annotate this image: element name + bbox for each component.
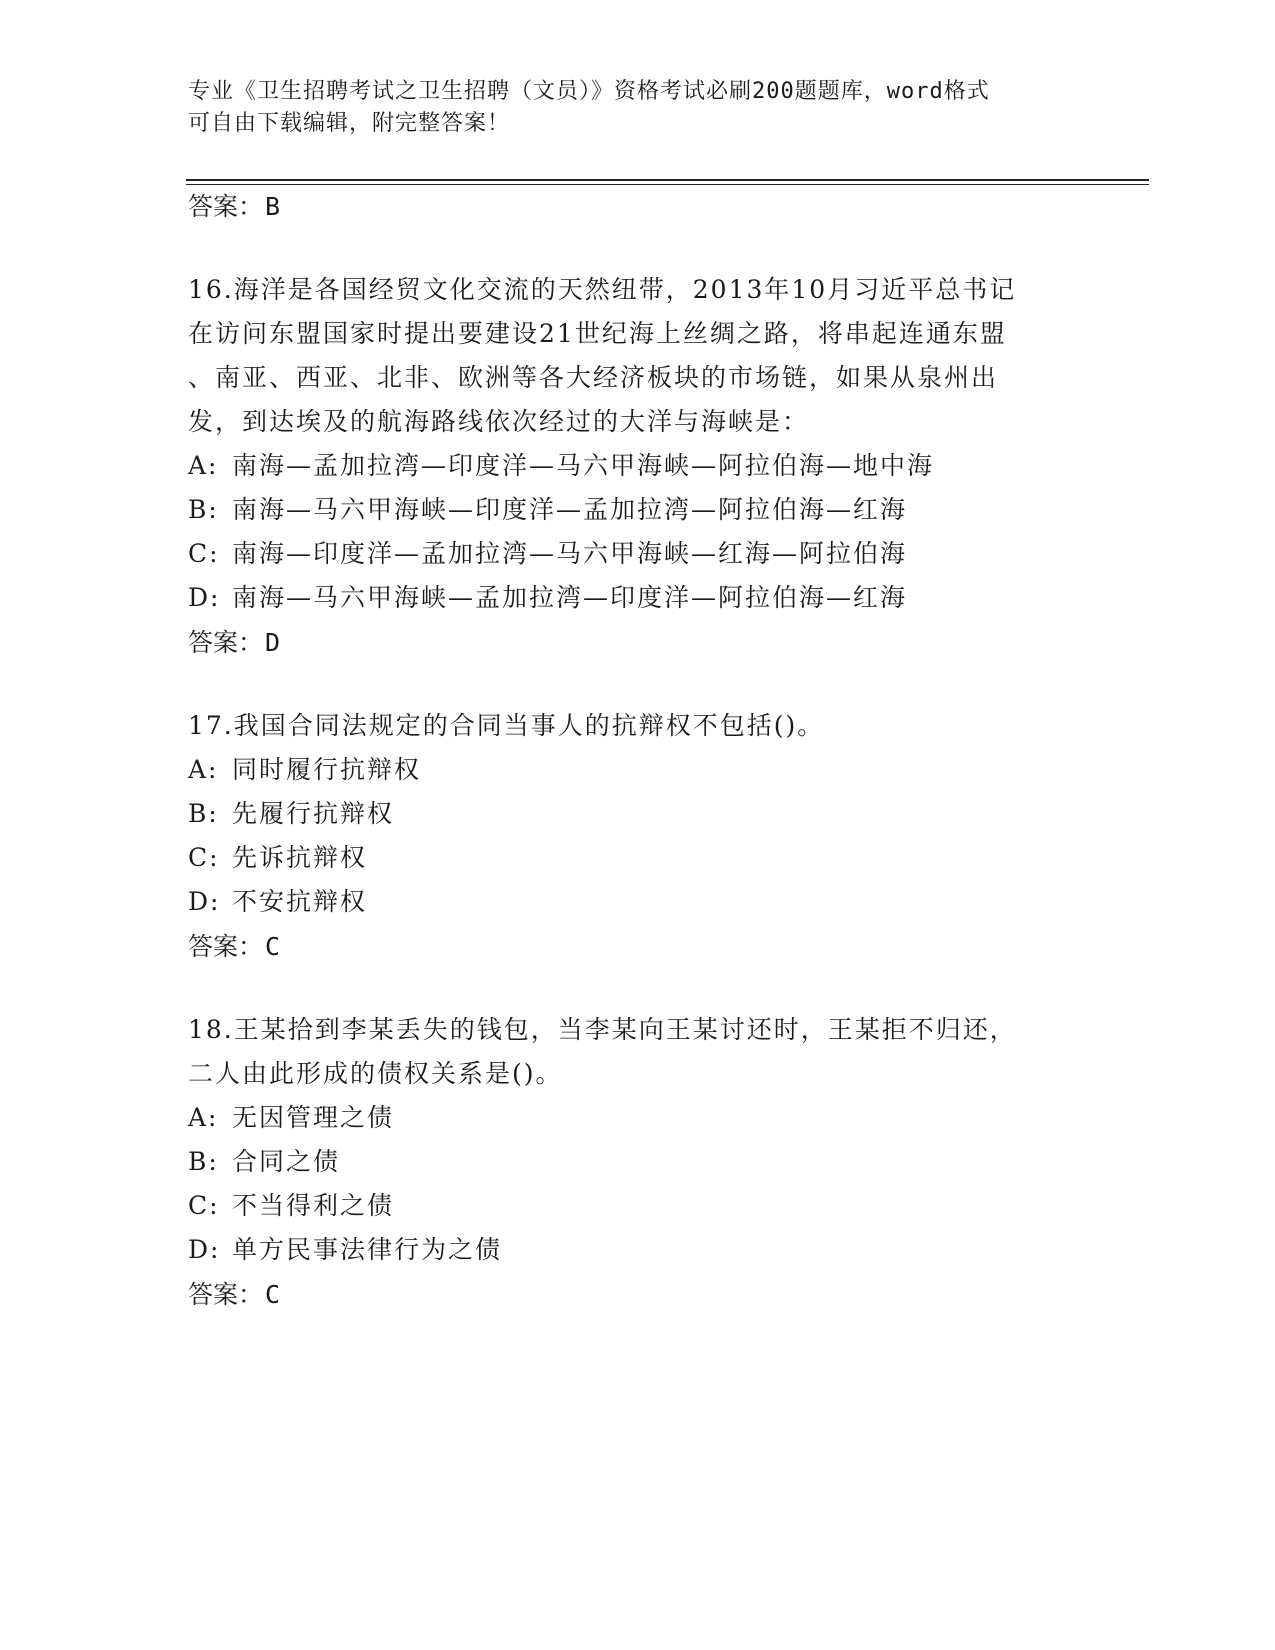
question-16-answer [188, 627, 280, 659]
question-16-option-d [188, 581, 907, 615]
header-divider-thick [186, 179, 1149, 181]
question-17-option-a [188, 753, 421, 787]
option-text: 不当得利之债 [232, 1191, 395, 1220]
option-text: 南海—马六甲海峡—印度洋—孟加拉湾—阿拉伯海—红海 [232, 495, 908, 524]
question-18-answer [188, 1279, 280, 1311]
question-16-option-b [188, 493, 907, 527]
question-16-option-a [188, 449, 934, 483]
answer-label: 答案： [188, 628, 264, 657]
question-18-line-1: 18.王某拾到李某丢失的钱包，当李某向王某讨还时，王某拒不归还， [188, 1015, 1017, 1044]
header-line-2: 可自由下载编辑，附完整答案！ [188, 111, 511, 136]
option-text: 无因管理之债 [232, 1103, 395, 1132]
header-line-1: 专业《卫生招聘考试之卫生招聘（文员）》资格考试必刷200题题库，word格式 [188, 79, 990, 104]
question-17-option-c [188, 841, 367, 875]
option-letter: A: [188, 451, 219, 480]
option-letter: B: [188, 799, 219, 828]
answer-label: 答案： [188, 932, 264, 961]
question-16-line-3: 、南亚、西亚、北非、欧洲等各大经济板块的市场链，如果从泉州出 [188, 363, 999, 392]
question-16-option-c [188, 537, 907, 571]
question-17-line-1: 17.我国合同法规定的合同当事人的抗辩权不包括()。 [188, 711, 825, 740]
option-text: 南海—印度洋—孟加拉湾—马六甲海峡—红海—阿拉伯海 [232, 539, 908, 568]
option-letter: A: [188, 1103, 219, 1132]
answer-value: C [265, 932, 281, 961]
answer-label: 答案： [188, 1280, 264, 1309]
option-text: 合同之债 [232, 1147, 341, 1176]
question-18-option-c [188, 1189, 394, 1223]
header-divider-thin [186, 184, 1149, 185]
option-letter: D: [188, 887, 221, 916]
answer-label: 答案： [188, 192, 264, 221]
option-text: 先诉抗辩权 [232, 843, 368, 872]
option-letter: C: [188, 1191, 220, 1220]
question-18-line-2: 二人由此形成的债权关系是()。 [188, 1059, 563, 1088]
option-letter: B: [188, 1147, 219, 1176]
answer-value: B [265, 192, 281, 221]
question-16-line-4: 发，到达埃及的航海路线依次经过的大洋与海峡是： [188, 407, 810, 436]
question-16-line-2: 在访问东盟国家时提出要建设21世纪海上丝绸之路，将串起连通东盟 [188, 319, 1007, 348]
option-text: 同时履行抗辩权 [232, 755, 422, 784]
option-letter: D: [188, 583, 221, 612]
option-letter: A: [188, 755, 219, 784]
option-letter: C: [188, 843, 220, 872]
question-18-option-b [188, 1145, 340, 1179]
answer-value: C [265, 1280, 281, 1309]
question-17-option-d [188, 885, 367, 919]
question-17-option-b [188, 797, 394, 831]
question-18-option-d [188, 1233, 502, 1267]
answer-line-prev [188, 191, 280, 223]
option-text: 不安抗辩权 [232, 887, 368, 916]
question-17-answer [188, 931, 280, 963]
option-letter: C: [188, 539, 220, 568]
option-letter: D: [188, 1235, 221, 1264]
question-18-option-a [188, 1101, 394, 1135]
question-16-line-1: 16.海洋是各国经贸文化交流的天然纽带，2013年10月习近平总书记 [188, 275, 1017, 304]
answer-value: D [265, 628, 281, 657]
option-text: 先履行抗辩权 [232, 799, 395, 828]
option-text: 南海—孟加拉湾—印度洋—马六甲海峡—阿拉伯海—地中海 [232, 451, 935, 480]
option-text: 单方民事法律行为之债 [232, 1235, 503, 1264]
option-text: 南海—马六甲海峡—孟加拉湾—印度洋—阿拉伯海—红海 [232, 583, 908, 612]
option-letter: B: [188, 495, 219, 524]
page-header [188, 76, 1068, 140]
